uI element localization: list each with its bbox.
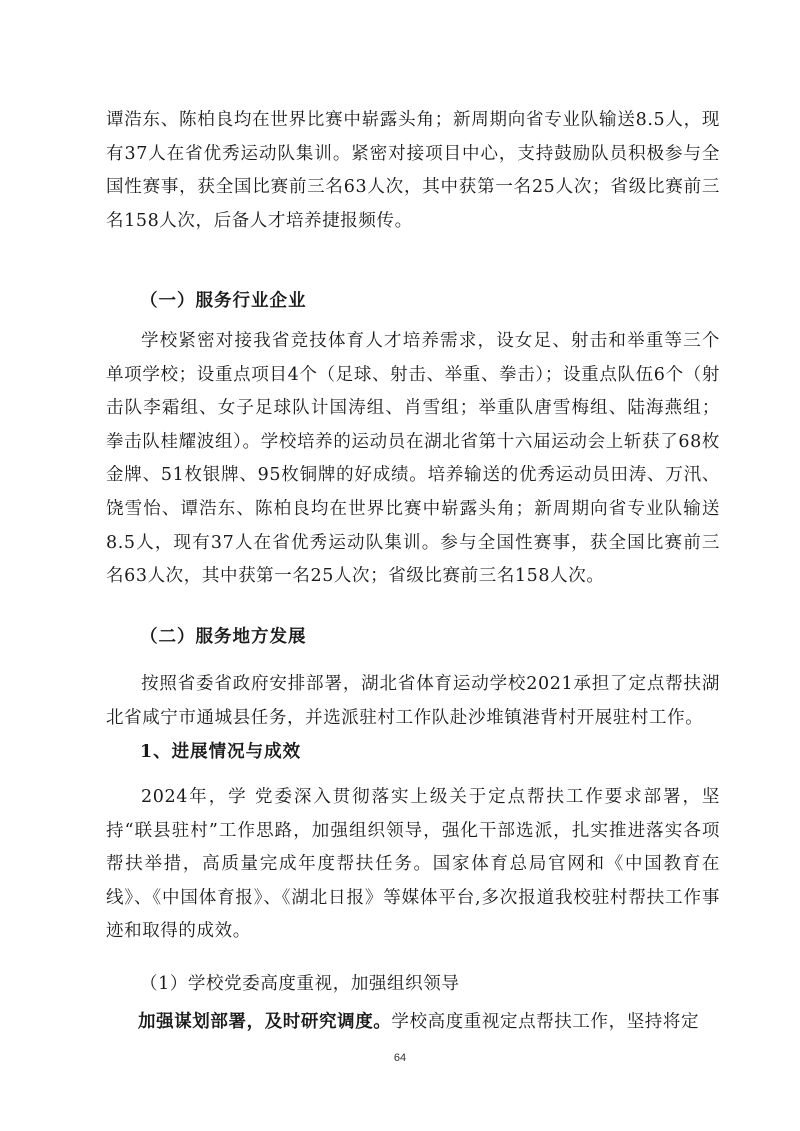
- section-paragraph-local-development: 按照省委省政府安排部署，湖北省体育运动学校2021承担了定点帮扶湖北省咸宁市通城县任务，并选派驻村工作队赴沙堆镇港背村开展驻村工作。: [106, 674, 720, 728]
- item-lead-bold-text: 加强谋划部署，及时研究调度。: [138, 1012, 392, 1032]
- subsection-paragraph-progress: 2024年，学 党委深入贯彻落实上级关于定点帮扶工作要求部署，坚持“联县驻村”工作思路，加强组织领导，强化干部选派，扎实推进落实各项帮扶举措，高质量完成年度帮扶任务。国家体育总局官网和《中国教育在线》、《中国体育报》、《湖北日报》等媒体平台,多次报道我校驻村帮扶工作事迹和取得的成效。: [106, 787, 720, 942]
- section-heading-local-development: （二）服务地方发展: [140, 627, 307, 647]
- item-lead-paragraph: [106, 1006, 720, 1040]
- page-number: 64: [393, 1052, 407, 1064]
- item-heading-party-committee: （1）学校党委高度重视，加强组织领导: [140, 974, 460, 994]
- subsection-heading-progress: 1、进展情况与成效: [140, 742, 302, 762]
- item-lead-text: 学校高度重视定点帮扶工作，坚持将定: [391, 1012, 700, 1032]
- section-heading-service-industry: （一）服务行业企业: [140, 291, 307, 311]
- continuation-paragraph: 谭浩东、陈柏良均在世界比赛中崭露头角；新周期向省专业队输送8.5人，现有37人在省优秀运动队集训。紧密对接项目中心，支持鼓励队员积极参与全国性赛事，获全国比赛前三名63人次，其中获第一名25人次；省级比赛前三名158人次，后备人才培养捷报频传。: [106, 110, 720, 231]
- section-paragraph-service-industry: 学校紧密对接我省竞技体育人才培养需求，设女足、射击和举重等三个单项学校；设重点项目4个（足球、射击、举重、拳击）；设重点队伍6个（射击队李霜组、女子足球队计国涛组、肖雪组；举重队唐雪梅组、陆海燕组；拳击队桂耀波组）。学校培养的运动员在湖北省第十六届运动会上斩获了68枚金牌、51枚银牌、95枚铜牌的好成绩。培养输送的优秀运动员田涛、万汛、饶雪怡、谭浩东、陈柏良均在世界比赛中崭露头角；新周期向省专业队输送8.5人，现有37人在省优秀运动队集训。参与全国性赛事，获全国比赛前三名63人次，其中获第一名25人次；省级比赛前三名158人次。: [106, 331, 720, 587]
